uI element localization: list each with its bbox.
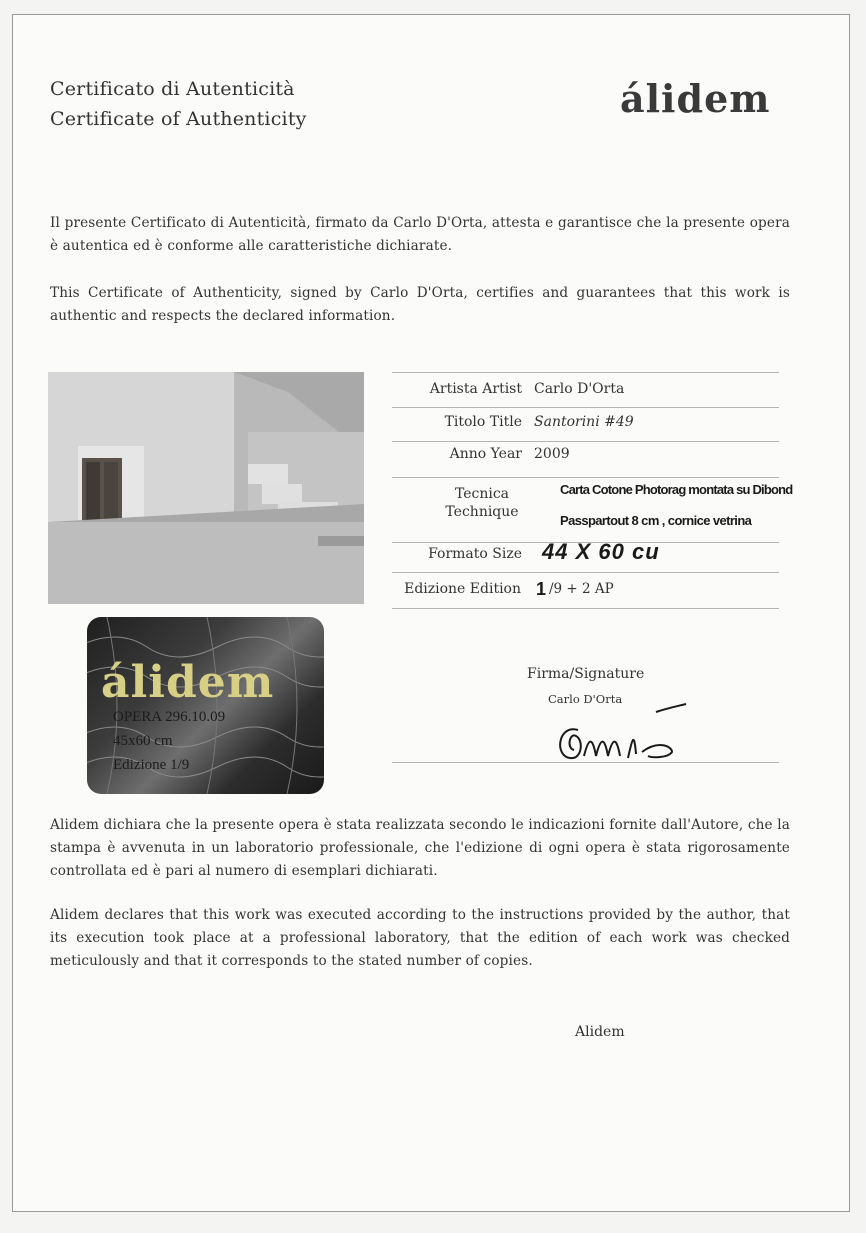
artist-label: Artista Artist bbox=[429, 381, 522, 397]
certificate-sheet bbox=[12, 14, 850, 1212]
row-technique bbox=[392, 478, 793, 543]
hologram-opera-number: OPERA 296.10.09 bbox=[113, 709, 226, 725]
certificate-title bbox=[50, 74, 307, 134]
row-edition bbox=[392, 573, 779, 609]
handwritten-signature bbox=[548, 700, 698, 766]
year-value: 2009 bbox=[534, 446, 570, 462]
hologram-edition: Edizione 1/9 bbox=[113, 757, 190, 773]
signature-line bbox=[392, 762, 779, 763]
signature-name: Carlo D'Orta bbox=[548, 692, 623, 706]
declaration-italian: Alidem dichiara che la presente opera è stata realizzata secondo le indicazioni fornite dall'Autore, che la stampa è avvenuta in un laboratorio professionale, che l'edizione di ogni opera è stata rigorosamente controllata ed è pari al numero di esemplari dichiarati. bbox=[50, 817, 790, 879]
intro-italian: Il presente Certificato di Autenticità, firmato da Carlo D'Orta, attesta e garantisce che la presente opera è autentica ed è conforme alle caratteristiche dichiarate. bbox=[50, 215, 790, 254]
title-value: Santorini #49 bbox=[534, 414, 634, 430]
artist-value: Carlo D'Orta bbox=[534, 381, 625, 397]
hologram-seal bbox=[87, 617, 324, 794]
signature-label: Firma/Signature bbox=[527, 666, 645, 682]
hologram-brand: álidem bbox=[101, 657, 275, 708]
edition-label: Edizione Edition bbox=[404, 581, 521, 597]
title-label: Titolo Title bbox=[444, 414, 522, 430]
issuer-name: Alidem bbox=[575, 1024, 625, 1040]
size-value: 44 X 60 cu bbox=[542, 539, 660, 564]
technique-label-italian: Tecnica bbox=[454, 486, 510, 502]
declaration-english: Alidem declares that this work was executed according to the instructions provided by the author, that its execution took place at a professional laboratory, that the edition of each work was checked meticulously and that it corresponds to the stated number of copies. bbox=[50, 907, 790, 969]
technique-line-2: Passpartout 8 cm , cornice vetrina bbox=[560, 513, 752, 528]
row-title bbox=[392, 408, 779, 442]
alidem-logo: álidem bbox=[620, 76, 771, 121]
row-year bbox=[392, 442, 779, 478]
title-italian: Certificato di Autenticità bbox=[50, 78, 295, 100]
size-label: Formato Size bbox=[428, 546, 522, 562]
row-size bbox=[392, 539, 779, 573]
year-label: Anno Year bbox=[449, 446, 522, 462]
title-english: Certificate of Authenticity bbox=[50, 108, 307, 130]
technique-line-1: Carta Cotone Photorag montata su Dibond bbox=[560, 482, 793, 497]
artwork-photo bbox=[48, 372, 364, 604]
row-artist bbox=[392, 372, 779, 408]
hologram-size: 45x60 cm bbox=[113, 733, 173, 749]
edition-suffix: /9 + 2 AP bbox=[549, 581, 614, 597]
intro-english: This Certificate of Authenticity, signed by Carlo D'Orta, certifies and guarantees that this work is authentic and respects the declared information. bbox=[50, 285, 790, 324]
technique-label-english: Technique bbox=[445, 504, 519, 520]
edition-number: 1 bbox=[536, 579, 547, 599]
